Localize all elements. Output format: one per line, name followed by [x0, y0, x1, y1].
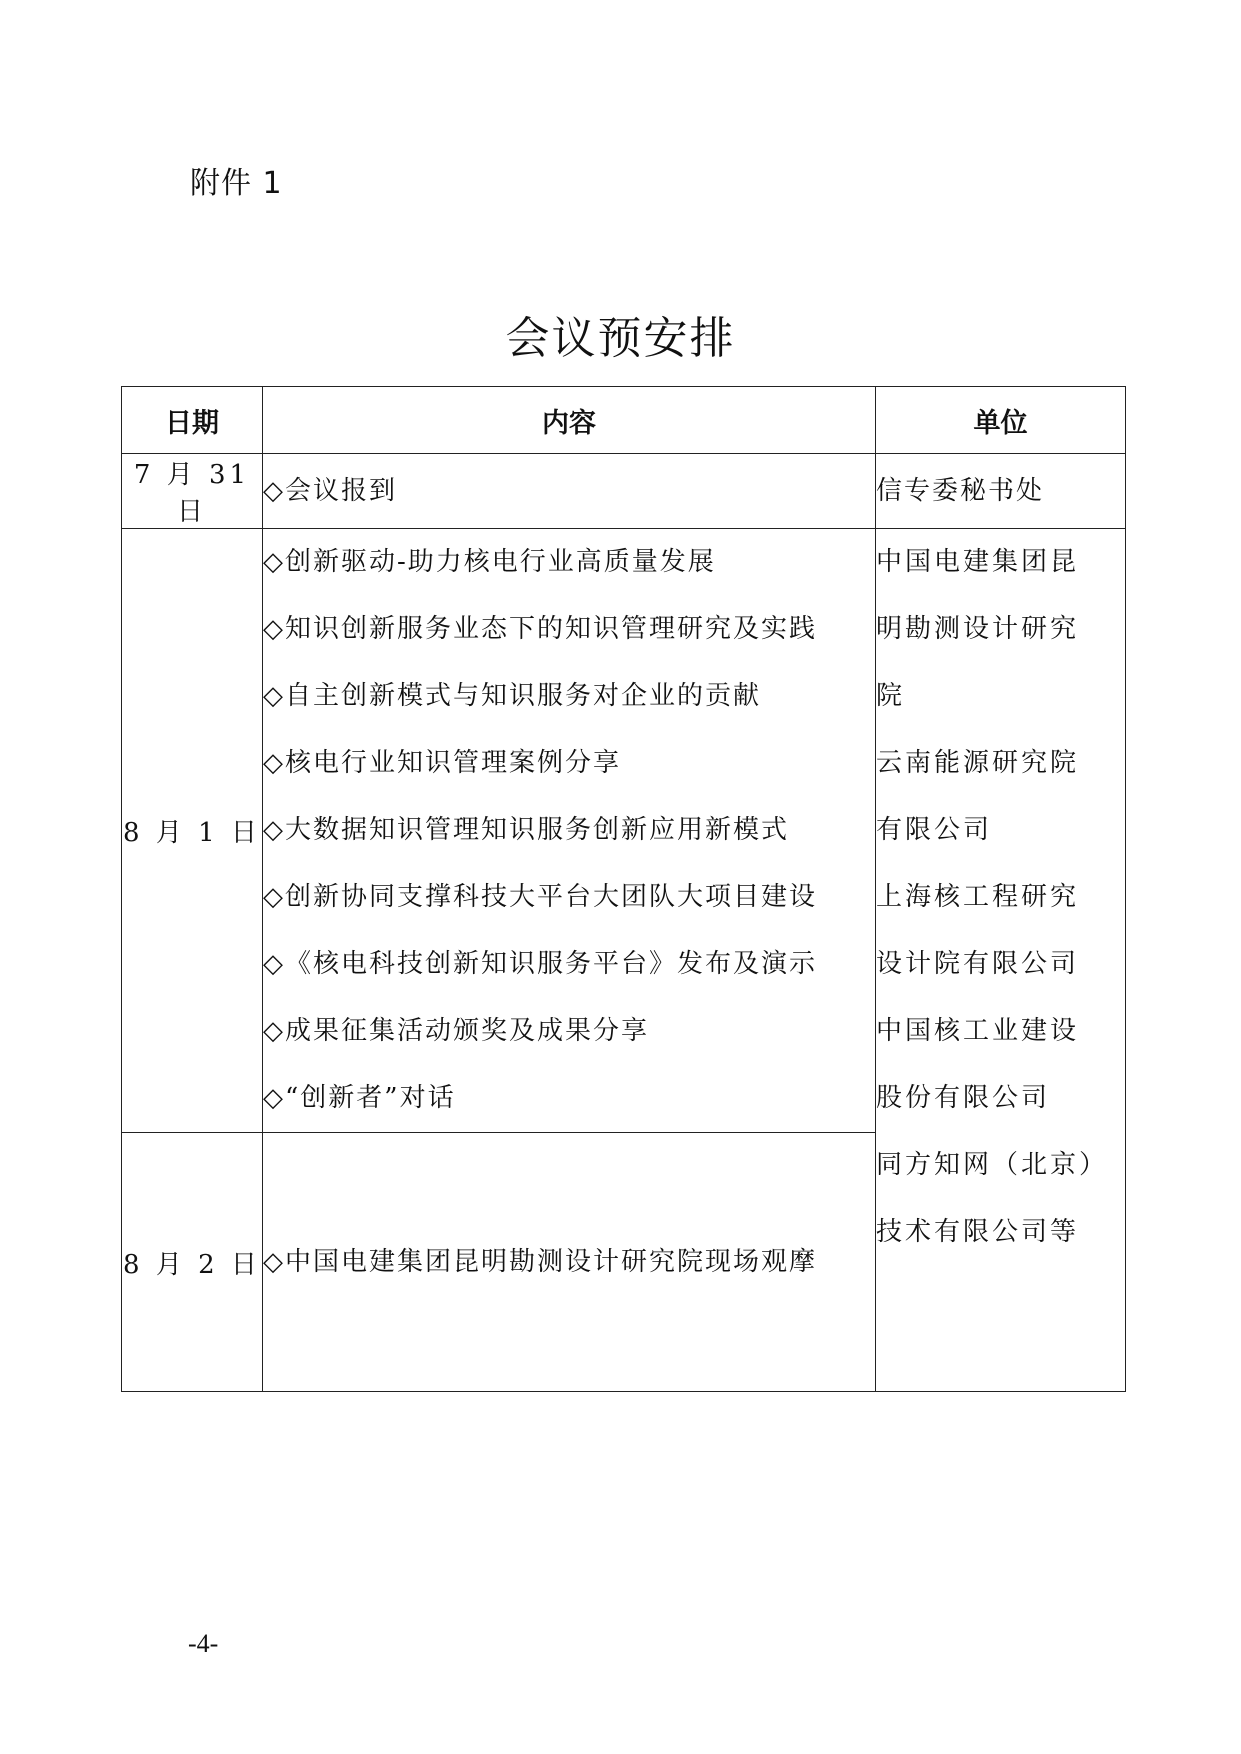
agenda-item: ◇“创新者”对话	[263, 1083, 456, 1113]
header-date: 日期	[122, 387, 263, 454]
table-row	[122, 454, 1126, 529]
schedule-table	[121, 386, 1126, 1392]
agenda-item: ◇《核电科技创新知识服务平台》发布及演示	[263, 949, 817, 979]
content-cell	[263, 454, 876, 529]
unit-line: 中国电建集团昆	[876, 547, 1080, 577]
agenda-item: ◇大数据知识管理知识服务创新应用新模式	[263, 815, 789, 845]
unit-cell	[876, 454, 1126, 529]
unit-line: 股份有限公司	[876, 1083, 1051, 1113]
content-cell	[263, 1133, 876, 1392]
agenda-item: ◇成果征集活动颁奖及成果分享	[263, 1016, 649, 1046]
agenda-item: ◇会议报到	[263, 475, 397, 506]
agenda-item: ◇创新协同支撑科技大平台大团队大项目建设	[263, 882, 817, 912]
unit-line: 有限公司	[876, 815, 993, 845]
unit-line: 技术有限公司等	[876, 1217, 1080, 1247]
attachment-label: 附件 1	[190, 166, 283, 201]
header-unit: 单位	[876, 387, 1126, 454]
unit-line: 信专委秘书处	[876, 475, 1045, 506]
agenda-item: ◇核电行业知识管理案例分享	[263, 748, 621, 778]
agenda-item: ◇创新驱动-助力核电行业高质量发展	[263, 547, 716, 577]
unit-line: 云南能源研究院	[876, 748, 1080, 778]
date-cell: 8 月 1 日	[122, 529, 263, 1133]
content-cell	[263, 529, 876, 1133]
agenda-item: ◇自主创新模式与知识服务对企业的贡献	[263, 681, 761, 711]
shared-unit-cell	[876, 529, 1126, 1392]
table-row	[122, 529, 1126, 1133]
page-title: 会议预安排	[505, 313, 736, 364]
unit-line: 明勘测设计研究	[876, 614, 1080, 644]
unit-line: 同方知网（北京）	[876, 1150, 1109, 1180]
unit-line: 上海核工程研究	[876, 882, 1080, 912]
page-number: -4-	[188, 1629, 219, 1658]
unit-line: 中国核工业建设	[876, 1016, 1080, 1046]
header-content: 内容	[263, 387, 876, 454]
unit-line: 院	[876, 681, 906, 711]
agenda-item: ◇中国电建集团昆明勘测设计研究院现场观摩	[263, 1246, 817, 1277]
date-cell: 7 月 31 日	[122, 454, 263, 529]
table-header-row	[122, 387, 1126, 454]
date-cell: 8 月 2 日	[122, 1133, 263, 1392]
agenda-item: ◇知识创新服务业态下的知识管理研究及实践	[263, 614, 817, 644]
unit-line: 设计院有限公司	[876, 949, 1080, 979]
